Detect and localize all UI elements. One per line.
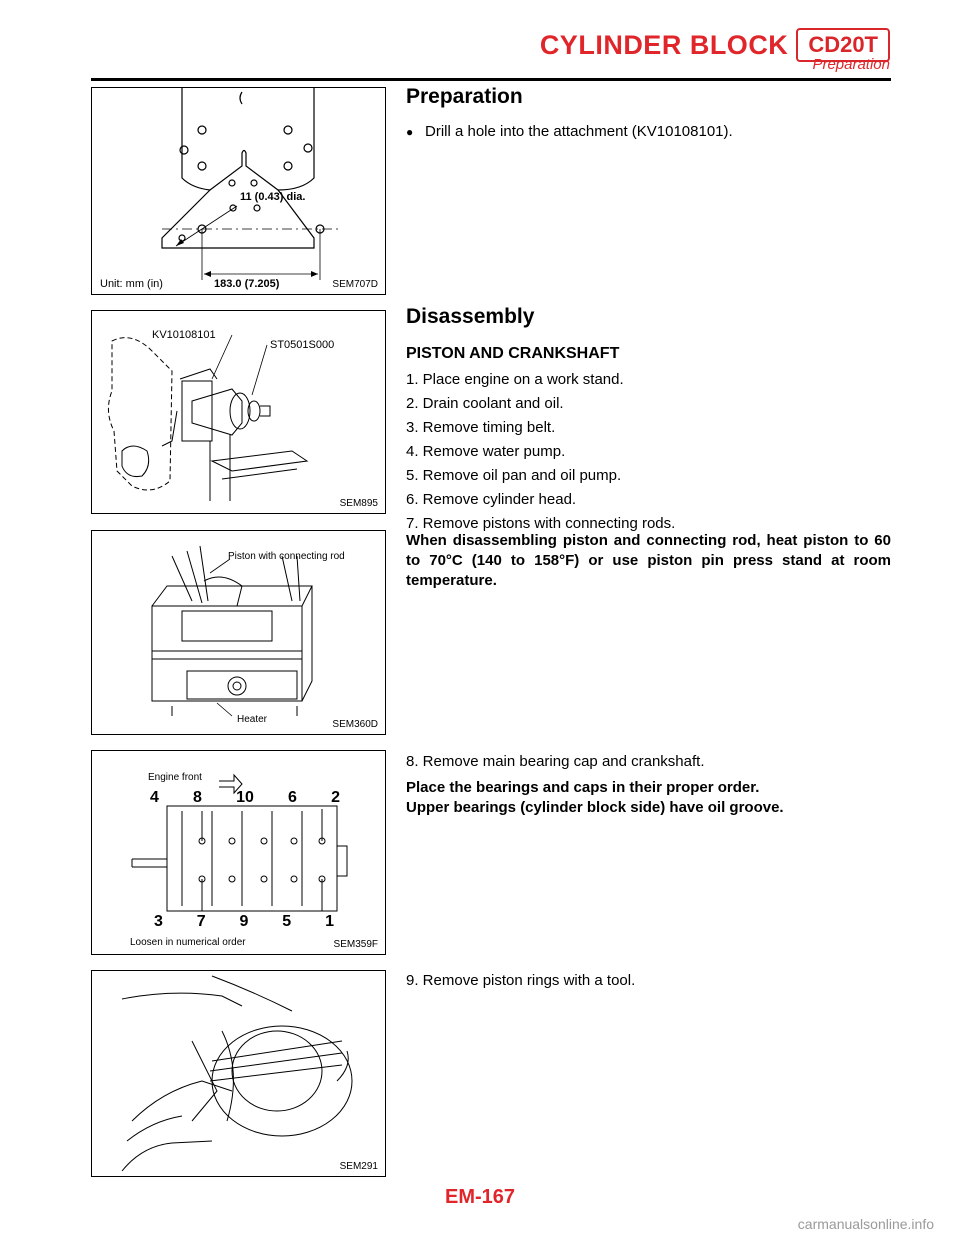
bullet-icon: ●	[406, 125, 414, 139]
top-bolt-numbers	[150, 789, 340, 807]
bolt-number: 9	[239, 913, 249, 930]
piston-ring-removal-drawing	[92, 971, 385, 1176]
preparation-section	[406, 85, 891, 143]
bolt-number: 10	[236, 789, 254, 806]
heat-note-text: When disassembling piston and connecting rod, heat piston to 60 to 70°C (140 to 158°F) or use piston pin press stand at room temperature.	[406, 532, 891, 589]
unit-label: Unit: mm (in)	[100, 278, 163, 290]
steps-list	[406, 369, 891, 534]
heat-note	[406, 531, 891, 591]
page-number: EM-167	[444, 1186, 516, 1208]
disassembly-heading: Disassembly	[406, 305, 535, 328]
figure-sem360d	[91, 530, 386, 735]
bolt-number: 3	[154, 913, 163, 930]
step-item: 2. Drain coolant and oil.	[406, 395, 564, 412]
model-badge: CD20T	[796, 28, 890, 62]
step-item: 3. Remove timing belt.	[406, 419, 556, 436]
bottom-bolt-numbers	[154, 913, 334, 931]
preparation-bullet: ● Drill a hole into the attachment (KV10108101).	[406, 121, 891, 143]
disassembly-section	[406, 305, 891, 534]
step-item: 4. Remove water pump.	[406, 443, 566, 460]
step9-section	[406, 970, 891, 991]
figure-code: SEM360D	[332, 719, 378, 730]
hole-dimension-label: 11 (0.43) dia.	[240, 191, 306, 203]
engine-front-label: Engine front	[148, 772, 202, 783]
watermark: carmanualsonline.info	[797, 1216, 934, 1232]
attachment-plate-drawing	[92, 88, 385, 294]
step-item: 6. Remove cylinder head.	[406, 491, 577, 508]
figure-code: SEM707D	[332, 279, 378, 290]
figure-code: SEM895	[339, 498, 378, 509]
step-item: 7. Remove pistons with connecting rods.	[406, 515, 676, 532]
figure-code: SEM359F	[333, 939, 378, 950]
bolt-number: 7	[196, 913, 206, 930]
bolt-number: 2	[331, 789, 340, 806]
figure-sem895	[91, 310, 386, 514]
step8-section	[406, 751, 891, 818]
section-subtitle: Preparation	[812, 56, 890, 73]
heater-callout: Heater	[237, 714, 268, 725]
figure-sem291	[91, 970, 386, 1177]
tool-label-st0501s000: ST0501S000	[270, 339, 335, 351]
bolt-number: 6	[288, 789, 297, 806]
bearing-note-1: Place the bearings and caps in their proper order.	[406, 779, 760, 796]
figure-code: SEM291	[339, 1161, 378, 1172]
step-9: 9. Remove piston rings with a tool.	[406, 972, 636, 989]
bolt-number: 8	[193, 789, 202, 806]
preparation-heading: Preparation	[406, 85, 523, 108]
figure-sem707d	[91, 87, 386, 295]
step-8: 8. Remove main bearing cap and crankshaft.	[406, 753, 705, 770]
engine-stand-drawing	[92, 311, 385, 513]
bolt-number: 1	[325, 913, 334, 930]
bolt-number: 4	[150, 789, 159, 806]
bolt-number: 5	[282, 913, 292, 930]
step-item: 5. Remove oil pan and oil pump.	[406, 467, 622, 484]
tool-label-kv10108101: KV10108101	[152, 329, 216, 341]
loosen-order-label: Loosen in numerical order	[130, 937, 246, 948]
step-item: 1. Place engine on a work stand.	[406, 371, 624, 388]
section-title: CYLINDER BLOCK	[539, 29, 789, 60]
width-dimension-label: 183.0 (7.205)	[214, 278, 280, 290]
header-rule	[91, 78, 891, 81]
bearing-note-2: Upper bearings (cylinder block side) have oil groove.	[406, 799, 784, 816]
piston-callout: Piston with connecting rod	[228, 551, 345, 562]
disassembly-subheading: PISTON AND CRANKSHAFT	[406, 345, 620, 362]
figure-sem359f	[91, 750, 386, 955]
